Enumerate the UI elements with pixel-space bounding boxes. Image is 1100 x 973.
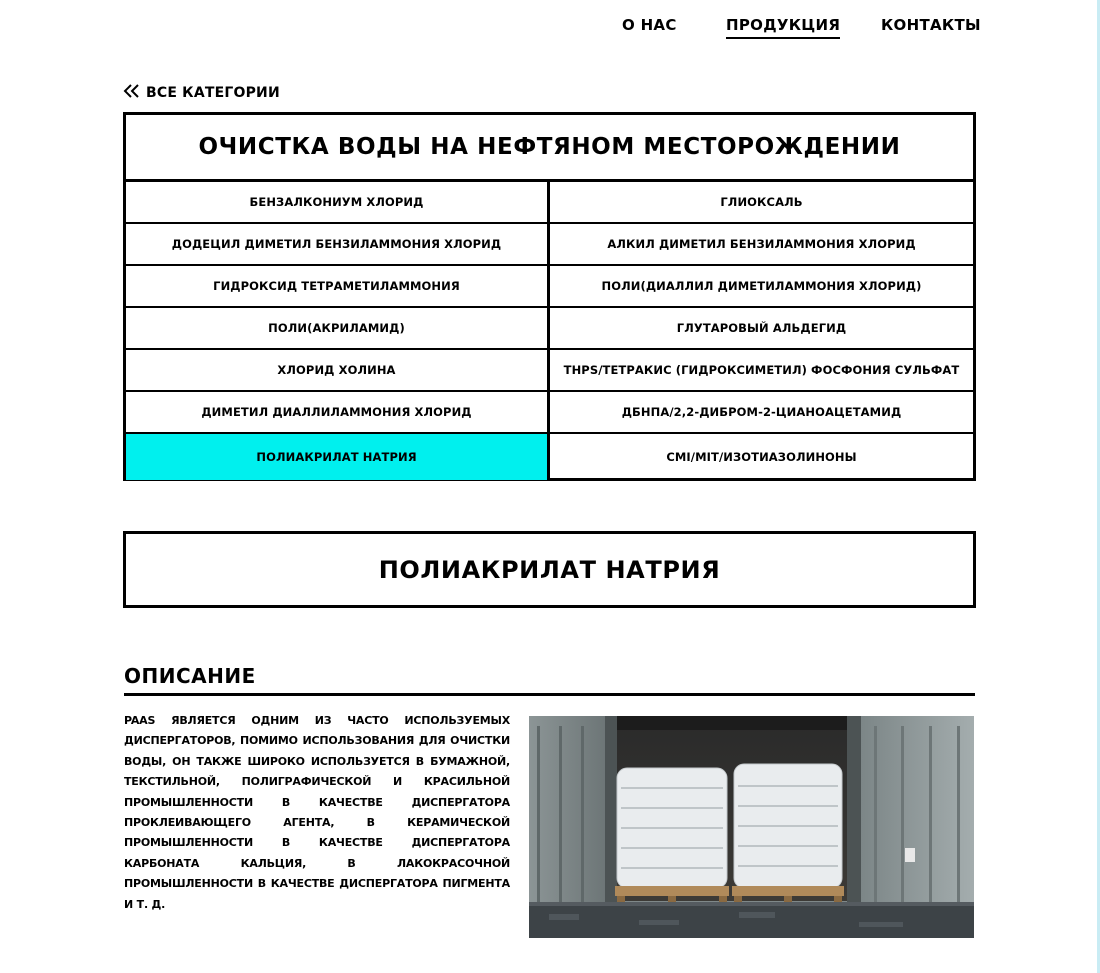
category-item[interactable]: БЕНЗАЛКОНИУМ ХЛОРИД [126,182,550,224]
product-photo [529,716,974,938]
nav-item-products[interactable]: ПРОДУКЦИЯ [726,14,840,39]
category-item[interactable]: ГЛУТАРОВЫЙ АЛЬДЕГИД [550,308,973,350]
description-heading: ОПИСАНИЕ [124,662,975,696]
top-navigation [0,14,1100,44]
category-item[interactable]: ДБНПА/2,2-ДИБРОМ-2-ЦИАНОАЦЕТАМИД [550,392,973,434]
category-item[interactable]: ГИДРОКСИД ТЕТРАМЕТИЛАММОНИЯ [126,266,550,308]
back-to-categories-link[interactable] [123,82,280,104]
back-link-label: ВСЕ КАТЕГОРИИ [146,85,280,101]
description-text: PAAS ЯВЛЯЕТСЯ ОДНИМ ИЗ ЧАСТО ИСПОЛЬЗУЕМЫХ ДИСПЕРГАТОРОВ, ПОМИМО ИСПОЛЬЗОВАНИЯ ДЛЯ ОЧИСТКИ ВОДЫ, ОН ТАКЖЕ ШИРОКО ИСПОЛЬЗУЕТСЯ В БУМАЖНОЙ, ТЕКСТИЛЬНОЙ, ПОЛИГРАФИЧЕСКОЙ И КРАСИЛЬНОЙ ПРОМЫШЛЕННОСТИ В КАЧЕСТВЕ ДИСПЕРГАТОРА ПРОКЛЕИВАЮЩЕГО АГЕНТА, В КЕРАМИЧЕСКОЙ ПРОМЫШЛЕННОСТИ В КАЧЕСТВЕ ДИСПЕРГАТОРА КАРБОНАТА КАЛЬЦИЯ, В ЛАКОКРАСОЧНОЙ ПРОМЫШЛЕННОСТИ В КАЧЕСТВЕ ДИСПЕРГАТОРА ПИГМЕНТА И Т. Д. [124,714,510,911]
nav-item-about[interactable]: О НАС [622,16,677,34]
product-title: ПОЛИАКРИЛАТ НАТРИЯ [123,531,976,608]
category-item[interactable]: ДОДЕЦИЛ ДИМЕТИЛ БЕНЗИЛАММОНИЯ ХЛОРИД [126,224,550,266]
category-item[interactable]: ХЛОРИД ХОЛИНА [126,350,550,392]
category-item[interactable]: ГЛИОКСАЛЬ [550,182,973,224]
category-item[interactable]: ПОЛИАКРИЛАТ НАТРИЯ [126,434,550,480]
double-chevron-left-icon [123,83,141,103]
category-grid [126,182,973,476]
nav-item-contacts[interactable]: КОНТАКТЫ [881,16,981,34]
category-item[interactable]: ДИМЕТИЛ ДИАЛЛИЛАММОНИЯ ХЛОРИД [126,392,550,434]
category-title: ОЧИСТКА ВОДЫ НА НЕФТЯНОМ МЕСТОРОЖДЕНИИ [126,115,973,182]
category-item[interactable]: АЛКИЛ ДИМЕТИЛ БЕНЗИЛАММОНИЯ ХЛОРИД [550,224,973,266]
category-item[interactable]: ПОЛИ(ДИАЛЛИЛ ДИМЕТИЛАММОНИЯ ХЛОРИД) [550,266,973,308]
category-item[interactable]: THPS/ТЕТРАКИС (ГИДРОКСИМЕТИЛ) ФОСФОНИЯ СУЛЬФАТ [550,350,973,392]
category-item[interactable]: ПОЛИ(АКРИЛАМИД) [126,308,550,350]
category-item[interactable]: CMI/MIT/ИЗОТИАЗОЛИНОНЫ [666,450,857,464]
category-table [123,112,976,481]
